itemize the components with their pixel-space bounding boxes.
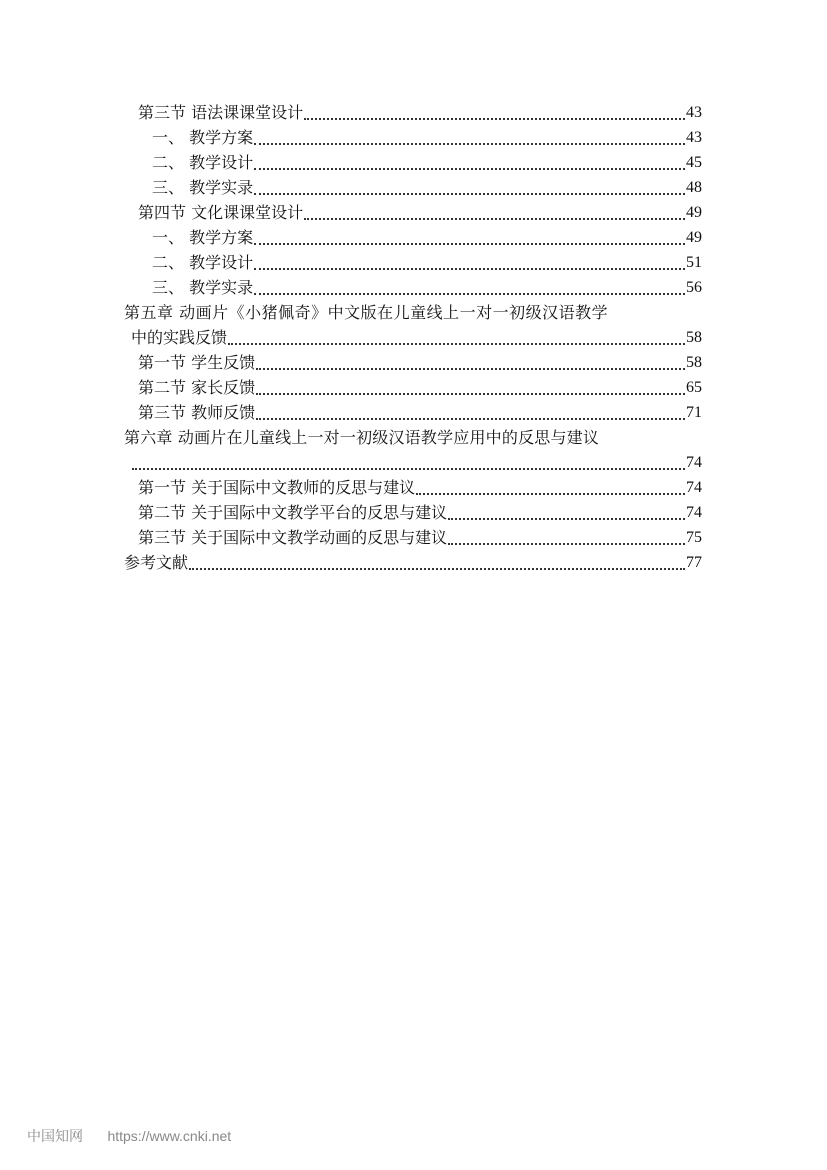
toc-entry[interactable] [152, 275, 702, 299]
toc-entry-page: 74 [686, 454, 702, 471]
toc-entry-page: 45 [686, 154, 702, 171]
toc-entry[interactable] [131, 325, 702, 349]
dot-leader [254, 131, 685, 145]
toc-entry-label: 第二节 关于国际中文教学平台的反思与建议 [138, 503, 448, 522]
dot-leader [254, 156, 685, 170]
toc-entry-label: 第六章 动画片在儿童线上一对一初级汉语教学应用中的反思与建议 [124, 428, 600, 447]
toc-entry-label: 二、 教学设计 [152, 253, 254, 272]
page-footer [27, 1126, 231, 1146]
dot-leader [228, 331, 685, 345]
toc-entry-page: 65 [686, 379, 702, 396]
toc-entry[interactable] [138, 400, 702, 424]
toc-entry[interactable] [152, 225, 702, 249]
toc-entry-page: 49 [686, 204, 702, 221]
toc-entry-label: 三、 教学实录 [152, 278, 254, 297]
toc-entry-page: 43 [686, 104, 702, 121]
toc-entry[interactable] [152, 250, 702, 274]
toc-entry[interactable] [138, 200, 702, 224]
toc-entry-label: 一、 教学方案 [152, 128, 254, 147]
dot-leader [256, 356, 685, 370]
toc-entry-page: 51 [686, 254, 702, 271]
toc-entry[interactable] [138, 100, 702, 124]
toc-entry[interactable] [152, 175, 702, 199]
toc-entry[interactable] [138, 525, 702, 549]
toc-entry-page: 71 [686, 404, 702, 421]
dot-leader [304, 106, 685, 120]
toc-entry-page: 58 [686, 329, 702, 346]
dot-leader [254, 181, 685, 195]
toc-entry[interactable] [138, 500, 702, 524]
toc-entry-page: 74 [686, 479, 702, 496]
toc-entry[interactable] [152, 125, 702, 149]
dot-leader [254, 256, 685, 270]
toc-chapter-heading[interactable] [124, 427, 599, 449]
toc-entry[interactable] [131, 450, 702, 474]
toc-entry-label: 第二节 家长反馈 [138, 378, 256, 397]
dot-leader [189, 556, 685, 570]
toc-entry-page: 49 [686, 229, 702, 246]
dot-leader [448, 531, 685, 545]
dot-leader [254, 281, 685, 295]
dot-leader [256, 381, 685, 395]
toc-chapter-heading[interactable] [124, 302, 608, 324]
toc-entry-page: 56 [686, 279, 702, 296]
toc-entry[interactable] [138, 350, 702, 374]
dot-leader [448, 506, 685, 520]
toc-entry-label: 第一节 学生反馈 [138, 353, 256, 372]
toc-entry-label: 第三节 关于国际中文教学动画的反思与建议 [138, 528, 448, 547]
toc-entry-page: 75 [686, 529, 702, 546]
toc-entry[interactable] [138, 475, 702, 499]
toc-entry-label: 中的实践反馈 [131, 328, 228, 347]
toc-entry-label: 三、 教学实录 [152, 178, 254, 197]
toc-entry-label: 一、 教学方案 [152, 228, 254, 247]
toc-entry-label: 第五章 动画片《小猪佩奇》中文版在儿童线上一对一初级汉语教学 [124, 303, 609, 322]
toc-entry[interactable] [124, 550, 702, 574]
toc-entry-page: 74 [686, 504, 702, 521]
dot-leader [304, 206, 685, 220]
toc-entry-page: 43 [686, 129, 702, 146]
footer-site-name: 中国知网 [27, 1129, 83, 1145]
footer-url-link[interactable]: https://www.cnki.net [107, 1128, 232, 1144]
dot-leader [416, 481, 685, 495]
toc-entry-page: 58 [686, 354, 702, 371]
toc-entry[interactable] [138, 375, 702, 399]
dot-leader [132, 456, 685, 470]
dot-leader [254, 231, 685, 245]
dot-leader [256, 406, 685, 420]
toc-entry[interactable] [152, 150, 702, 174]
toc-entry-label: 参考文献 [124, 553, 189, 572]
toc-entry-label: 第三节 语法课课堂设计 [138, 103, 304, 122]
toc-entry-label: 第一节 关于国际中文教师的反思与建议 [138, 478, 416, 497]
toc-entry-page: 77 [686, 554, 702, 571]
toc-entry-label: 第三节 教师反馈 [138, 403, 256, 422]
toc-entry-page: 48 [686, 179, 702, 196]
toc-entry-label: 二、 教学设计 [152, 153, 254, 172]
toc-entry-label: 第四节 文化课课堂设计 [138, 203, 304, 222]
